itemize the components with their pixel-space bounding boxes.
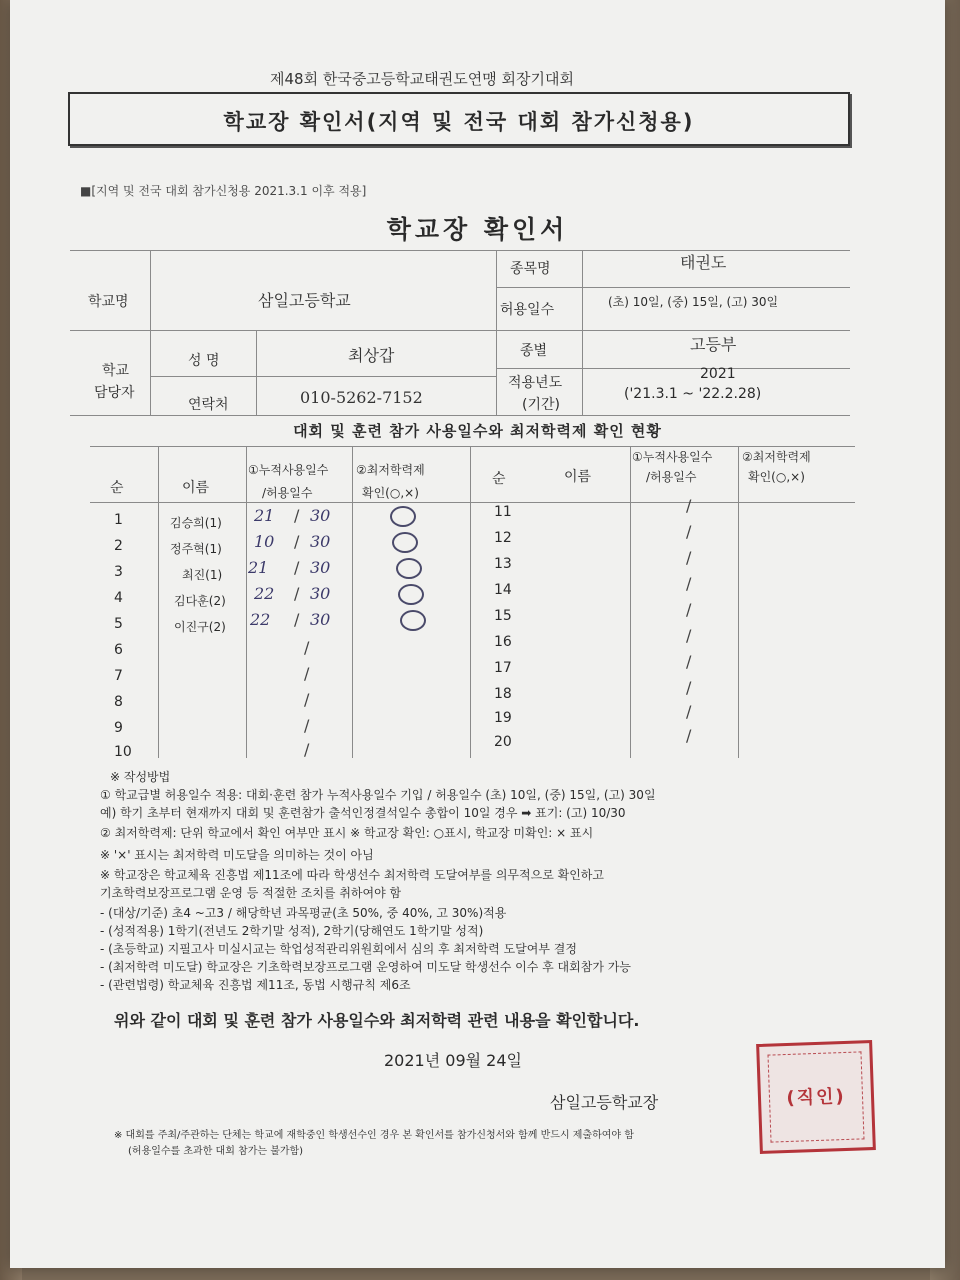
row-used: 10 (254, 532, 275, 551)
allowed-days-label: 허용일수 (500, 302, 555, 318)
row-no: 7 (114, 668, 123, 684)
instruction-line: - (초등학교) 지필고사 미실시교는 학업성적관리위원회에서 심의 후 최저학력 도달여부 결정 (100, 942, 577, 956)
instructions-heading: ※ 작성방법 (110, 770, 171, 784)
division-value: 고등부 (690, 335, 737, 354)
event-title: 제48회 한국중고등학교태권도연맹 회장기대회 (270, 70, 574, 88)
principal-signer: 삼일고등학교장 (550, 1093, 659, 1112)
row-slash: / (304, 740, 310, 759)
document-sheet (10, 0, 945, 1268)
row-no-right: 11 (494, 504, 512, 520)
row-no: 8 (114, 694, 123, 710)
notice-text: ■[지역 및 전국 대회 참가신청용 2021.3.1 이후 적용] (80, 184, 367, 198)
grid-line (256, 330, 257, 415)
instruction-line: 기초학력보장프로그램 운영 등 적절한 조치를 취하여야 함 (100, 886, 402, 900)
col-check-header-right-2: 확인(○,×) (748, 470, 805, 484)
grid-line (352, 446, 353, 758)
check-mark-circle (398, 584, 424, 605)
check-mark-circle (396, 558, 422, 579)
col-no-header-right: 순 (492, 471, 506, 487)
grid-line (70, 250, 850, 251)
row-allowed: 30 (310, 610, 331, 629)
col-name-header: 이름 (182, 480, 210, 496)
grid-line (496, 250, 497, 415)
period-value: ('21.3.1 ~ '22.2.28) (624, 386, 762, 402)
confirmation-statement: 위와 같이 대회 및 훈련 참가 사용일수와 최저학력 관련 내용을 확인합니다. (114, 1011, 640, 1030)
grid-line (496, 287, 850, 288)
row-no-right: 14 (494, 582, 512, 598)
year-label-2: (기간) (522, 397, 560, 413)
seal-text: (직인) (786, 1085, 846, 1110)
official-seal-stamp (756, 1040, 876, 1154)
instruction-line: ※ '×' 표시는 최저학력 미도달을 의미하는 것이 아님 (100, 848, 374, 862)
main-title: 학교장 확인서 (386, 215, 569, 244)
row-no: 5 (114, 616, 123, 632)
sport-label: 종목명 (510, 261, 551, 277)
row-name: 정주혁(1) (170, 542, 222, 556)
row-no: 10 (114, 744, 132, 760)
grid-line (630, 446, 631, 758)
staff-label-2: 담당자 (94, 385, 135, 401)
check-mark-circle (390, 506, 416, 527)
boxed-title-frame (68, 92, 850, 146)
name-value: 최상갑 (348, 346, 395, 365)
row-slash: / (686, 522, 692, 541)
check-mark-circle (392, 532, 418, 553)
grid-line (150, 250, 151, 415)
row-no-right: 16 (494, 634, 512, 650)
row-no-right: 12 (494, 530, 512, 546)
row-slash: / (686, 496, 692, 515)
instruction-line: ② 최저학력제: 단위 학교에서 확인 여부만 표시 ※ 학교장 확인: ○표시, 학교장 미확인: × 표시 (100, 826, 594, 840)
footnote-line: (허용일수를 초과한 대회 참가는 불가함) (128, 1146, 304, 1157)
row-no-right: 17 (494, 660, 512, 676)
col-days-header: ①누적사용일수 (248, 463, 329, 477)
check-mark-circle (400, 610, 426, 631)
row-slash: / (294, 532, 300, 551)
grid-line (496, 368, 850, 369)
division-label: 종별 (520, 343, 548, 359)
row-slash: / (686, 548, 692, 567)
contact-label: 연락처 (188, 397, 229, 413)
allowed-days-value: (초) 10일, (중) 15일, (고) 30일 (608, 295, 779, 309)
school-label: 학교명 (88, 294, 129, 310)
grid-line (582, 250, 583, 415)
grid-line (70, 415, 850, 416)
table-section-title: 대회 및 훈련 참가 사용일수와 최저학력제 확인 현황 (293, 422, 662, 440)
row-no-right: 19 (494, 710, 512, 726)
col-check-header-right: ②최저학력제 (742, 450, 811, 464)
grid-line (90, 502, 855, 503)
row-no: 9 (114, 720, 123, 736)
instruction-line: ① 학교급별 허용일수 적용: 대회·훈련 참가 누적사용일수 기입 / 허용일수 (초) 10일, (중) 15일, (고) 30일 (100, 788, 656, 802)
year-label: 적용년도 (508, 375, 563, 391)
row-slash: / (686, 652, 692, 671)
row-name: 김승희(1) (170, 516, 222, 530)
row-no-right: 13 (494, 556, 512, 572)
row-used: 22 (250, 610, 271, 629)
row-no: 2 (114, 538, 123, 554)
staff-label-1: 학교 (102, 363, 130, 379)
school-value: 삼일고등학교 (258, 291, 351, 310)
row-allowed: 30 (310, 558, 331, 577)
row-name: 김다훈(2) (174, 594, 226, 608)
row-no: 6 (114, 642, 123, 658)
row-allowed: 30 (310, 506, 331, 525)
instruction-line: - (대상/기준) 초4 ~고3 / 해당학년 과목평균(초 50%, 중 40%, 고 30%)적용 (100, 906, 507, 920)
row-slash: / (304, 716, 310, 735)
col-days-header-2: /허용일수 (262, 486, 313, 500)
instruction-line: 예) 학기 초부터 현재까지 대회 및 훈련참가 출석인정결석일수 총합이 10일 경우 ➡ 표기: (고) 10/30 (100, 806, 626, 820)
col-days-header-right: ①누적사용일수 (632, 450, 713, 464)
row-slash: / (686, 574, 692, 593)
instruction-line: - (최저학력 미도달) 학교장은 기초학력보장프로그램 운영하여 미도달 학생선수 이수 후 대회참가 가능 (100, 960, 631, 974)
col-name-header-right: 이름 (564, 469, 592, 485)
grid-line (158, 446, 159, 758)
row-slash: / (294, 506, 300, 525)
row-allowed: 30 (310, 532, 331, 551)
name-label: 성 명 (188, 353, 220, 369)
row-slash: / (304, 638, 310, 657)
row-slash: / (686, 626, 692, 645)
row-name: 최진(1) (182, 568, 223, 582)
row-no-right: 20 (494, 734, 512, 750)
sport-value: 태권도 (680, 253, 727, 272)
row-allowed: 30 (310, 584, 331, 603)
row-no: 4 (114, 590, 123, 606)
col-days-header-right-2: /허용일수 (646, 470, 697, 484)
row-used: 22 (254, 584, 275, 603)
row-no: 1 (114, 512, 123, 528)
row-slash: / (294, 584, 300, 603)
row-used: 21 (254, 506, 275, 525)
row-slash: / (686, 678, 692, 697)
row-name: 이진구(2) (174, 620, 226, 634)
row-no: 3 (114, 564, 123, 580)
row-no-right: 18 (494, 686, 512, 702)
row-slash: / (686, 600, 692, 619)
grid-line (738, 446, 739, 758)
grid-line (70, 330, 850, 331)
row-slash: / (686, 726, 692, 745)
instruction-line: ※ 학교장은 학교체육 진흥법 제11조에 따라 학생선수 최저학력 도달여부를 의무적으로 확인하고 (100, 868, 604, 882)
col-no-header: 순 (110, 480, 124, 496)
contact-value: 010-5262-7152 (300, 388, 423, 407)
row-slash: / (304, 664, 310, 683)
grid-line (246, 446, 247, 758)
grid-line (150, 376, 496, 377)
instruction-line: - (관련법령) 학교체육 진흥법 제11조, 동법 시행규칙 제6조 (100, 978, 411, 992)
col-check-header: ②최저학력제 (356, 463, 425, 477)
instruction-line: - (성적적용) 1학기(전년도 2학기말 성적), 2학기(당해연도 1학기말 성적) (100, 924, 484, 938)
row-no-right: 15 (494, 608, 512, 624)
row-slash: / (686, 702, 692, 721)
row-slash: / (304, 690, 310, 709)
row-used: 21 (248, 558, 269, 577)
year-value: 2021 (700, 366, 736, 382)
footnote-line: ※ 대회를 주최/주관하는 단체는 학교에 재학중인 학생선수인 경우 본 확인서를 참가신청서와 함께 반드시 제출하여야 함 (114, 1130, 634, 1141)
grid-line (90, 446, 855, 447)
boxed-title: 학교장 확인서(지역 및 전국 대회 참가신청용) (223, 110, 695, 134)
row-slash: / (294, 558, 300, 577)
col-check-header-2: 확인(○,×) (362, 486, 419, 500)
grid-line (470, 446, 471, 758)
signing-date: 2021년 09월 24일 (384, 1051, 522, 1070)
row-slash: / (294, 610, 300, 629)
